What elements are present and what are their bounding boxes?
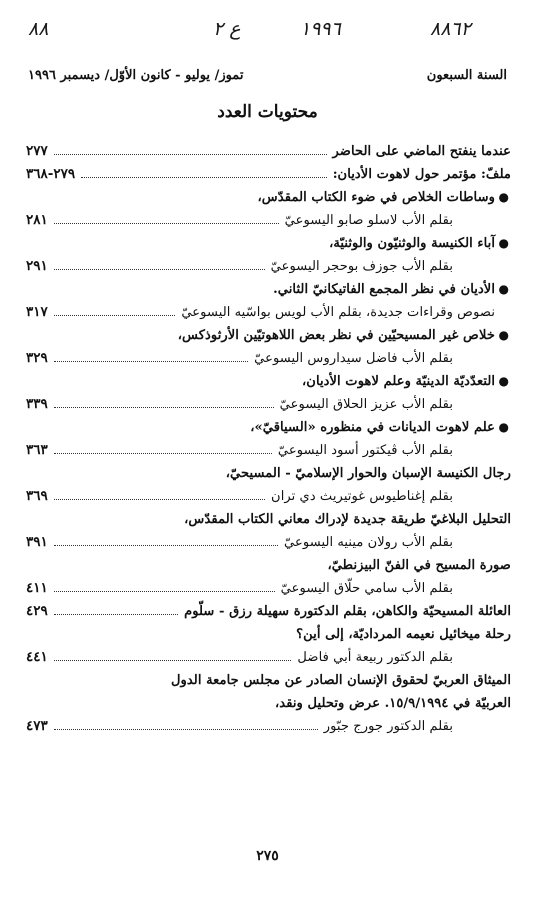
- toc-article-title-cont: العربيّة في ١٥/٩/١٩٩٤. عرض وتحليل ونقد،: [275, 696, 511, 711]
- toc-author-line: بقلم الدكتور ربيعة أبي فاضل ٤٤١: [24, 646, 511, 669]
- bullet-icon: ●: [498, 420, 509, 434]
- toc-entry-page: ٣٩١: [26, 534, 48, 550]
- toc-entry-title: ملفّ: مؤتمر حول لاهوت الأديان:: [332, 167, 511, 182]
- toc-author-line: بقلم الأب سامي حلّاق اليسوعيّ ٤١١: [24, 577, 511, 600]
- toc-entry-title: عندما ينفتح الماضي على الحاضر: [332, 144, 511, 159]
- toc-article-title: ● الأديان في نظر المجمع الفاتيكانيّ الثاني.: [24, 278, 511, 301]
- dot-leader: [54, 613, 178, 615]
- dot-leader: [54, 544, 278, 546]
- dot-leader: [54, 268, 265, 270]
- handwritten-note-right: ٨٨٦٢: [430, 18, 471, 40]
- toc-entry-page: ٣٦٩: [26, 488, 48, 504]
- toc-entry-page: ٣٣٩: [26, 396, 48, 412]
- toc-article-title: رحلة ميخائيل نعيمه المرداديّة، إلى أين؟: [296, 627, 511, 642]
- toc-author-line: بقلم الأب ڤيكتور أسود اليسوعيّ ٣٦٣: [24, 439, 511, 462]
- toc-author-line: بقلم الأب عزيز الحلاق اليسوعيّ ٣٣٩: [24, 393, 511, 416]
- handwritten-note-mid2: ١٩٩٦: [300, 18, 341, 40]
- toc-article-title: ● خلاص غير المسيحيّين في نظر بعض اللاهوتيّين الأرثوذكس،: [24, 324, 511, 347]
- toc-article-title: الميثاق العربيّ لحقوق الإنسان الصادر عن مجلس جامعة الدول: [170, 673, 511, 688]
- bullet-icon: ●: [498, 190, 509, 204]
- toc-entry-page: ٢٧٩-٣٦٨: [26, 166, 76, 182]
- table-of-contents: [24, 140, 511, 738]
- toc-author-line: بقلم الأب جوزف بوحجر اليسوعيّ ٢٩١: [24, 255, 511, 278]
- handwritten-note-left: ٨٨: [28, 18, 49, 40]
- toc-author-line: نصوص وقراءات جديدة، بقلم الأب لويس بواسّيه اليسوعيّ ٣١٧: [24, 301, 511, 324]
- toc-article-title: ● وساطات الخلاص في ضوء الكتاب المقدّس،: [24, 186, 511, 209]
- toc-article-title: ● علم لاهوت الديانات في منظوره «السياقيّ»،: [24, 416, 511, 439]
- bullet-icon: ●: [498, 236, 509, 250]
- toc-entry-page: ٣٦٣: [26, 442, 48, 458]
- dot-leader: [54, 222, 279, 224]
- toc-author-line: بقلم الدكتور جورج جبّور ٤٧٣: [24, 715, 511, 738]
- toc-entry-page: ٤١١: [26, 580, 48, 596]
- toc-entry: [24, 600, 511, 623]
- dot-leader: [54, 360, 248, 362]
- dot-leader: [54, 659, 292, 661]
- toc-article-title: صورة المسيح في الفنّ البيزنطيّ،: [327, 558, 511, 573]
- toc-entry-page: ٣٢٩: [26, 350, 48, 366]
- toc-author-line: بقلم الأب لاسلو صابو اليسوعيّ ٢٨١: [24, 209, 511, 232]
- dot-leader: [54, 728, 318, 730]
- running-header: [28, 68, 507, 88]
- dot-leader: [54, 314, 176, 316]
- bullet-icon: ●: [498, 374, 509, 388]
- toc-author-line: بقلم الأب فاضل سيداروس اليسوعيّ ٣٢٩: [24, 347, 511, 370]
- volume-label: السنة السبعون: [426, 68, 507, 83]
- toc-entry-page: ٤٤١: [26, 649, 48, 665]
- handwritten-note-mid1: ع ٢: [213, 18, 241, 40]
- toc-author-line: بقلم الأب رولان مينيه اليسوعيّ ٣٩١: [24, 531, 511, 554]
- toc-entry-title: العائلة المسيحيّة والكاهن، بقلم الدكتورة سهيلة رزق - سلّوم: [184, 604, 511, 619]
- toc-article-title: التحليل البلاغيّ طريقة جديدة لإدراك معاني الكتاب المقدّس،: [184, 512, 511, 527]
- dot-leader: [54, 406, 274, 408]
- toc-entry-page: ٢٨١: [26, 212, 48, 228]
- dot-leader: [54, 452, 272, 454]
- toc-entry-page: ٤٧٣: [26, 718, 48, 734]
- page-title: محتويات العدد: [217, 102, 318, 122]
- toc-entry: [24, 140, 511, 163]
- toc-article-title: رجال الكنيسة الإسبان والحوار الإسلاميّ - المسيحيّ،: [225, 466, 511, 481]
- page-number: ٢٧٥: [256, 848, 279, 864]
- bullet-icon: ●: [498, 328, 509, 342]
- toc-entry-page: ٣١٧: [26, 304, 48, 320]
- toc-entry-page: ٤٢٩: [26, 603, 48, 619]
- dot-leader: [81, 176, 327, 178]
- issue-date: تموز/ يوليو - كانون الأوّل/ ديسمبر ١٩٩٦: [28, 68, 244, 83]
- toc-entry-page: ٢٧٧: [26, 143, 48, 159]
- toc-article-title: ● التعدّديّة الدينيّة وعلم لاهوت الأديان،: [24, 370, 511, 393]
- dot-leader: [54, 153, 327, 155]
- toc-entry: [24, 163, 511, 186]
- toc-article-title: ● آباء الكنيسة والوثنيّون والوثنيّة،: [24, 232, 511, 255]
- toc-author-line: بقلم إغناطيوس غوتيريث دي تران ٣٦٩: [24, 485, 511, 508]
- dot-leader: [54, 498, 265, 500]
- toc-entry-page: ٢٩١: [26, 258, 48, 274]
- bullet-icon: ●: [498, 282, 509, 296]
- dot-leader: [54, 590, 275, 592]
